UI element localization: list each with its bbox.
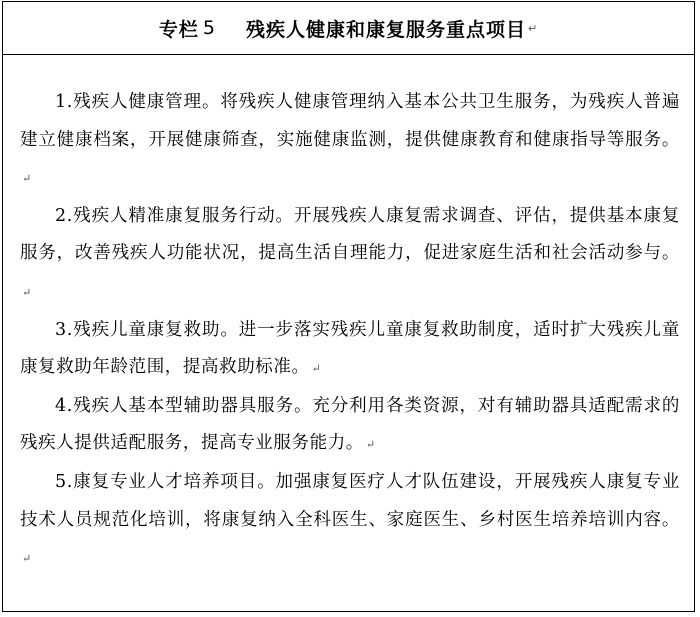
header-label: 专栏 bbox=[158, 18, 199, 41]
paragraph-mark-icon: ↵ bbox=[22, 552, 32, 566]
list-item bbox=[20, 388, 680, 464]
header-number: 5 bbox=[202, 17, 216, 39]
list-item-text: 5.康复专业人才培养项目。加强康复医疗人才队伍建设，开展残疾人康复专业技术人员规范化培训，将康复纳入全科医生、家庭医生、乡村医生培养培训内容。 bbox=[20, 471, 680, 530]
header-title: 残疾人健康和康复服务重点项目 bbox=[245, 18, 526, 41]
box-content bbox=[20, 84, 680, 578]
list-item-text: 3.残疾儿童康复救助。进一步落实残疾儿童康复救助制度，适时扩大残疾儿童康复救助年龄范围，提高救助标准。 bbox=[20, 319, 680, 378]
paragraph-mark-icon: ↵ bbox=[311, 362, 322, 376]
box-header bbox=[3, 2, 694, 55]
list-item-text: 1.残疾人健康管理。将残疾人健康管理纳入基本公共卫生服务，为残疾人普遍建立健康档案，开展健康筛查，实施健康监测，提供健康教育和健康指导等服务。 bbox=[20, 92, 680, 150]
list-item-text: 2.残疾人精准康复服务行动。开展残疾人康复需求调查、评估，提供基本康复服务，改善残疾人功能状况，提高生活自理能力，促进家庭生活和社会活动参与。 bbox=[20, 205, 680, 264]
paragraph-mark-icon: ↵ bbox=[22, 172, 32, 186]
paragraph-mark-icon: ↵ bbox=[527, 21, 539, 35]
paragraph-mark-icon: ↵ bbox=[22, 285, 32, 299]
list-item bbox=[20, 198, 680, 312]
list-item bbox=[20, 312, 680, 388]
paragraph-mark-icon: ↵ bbox=[365, 438, 376, 452]
list-item bbox=[20, 464, 680, 578]
feature-box bbox=[2, 1, 695, 612]
list-item bbox=[20, 84, 680, 198]
list-item-text: 4.残疾人基本型辅助器具服务。充分利用各类资源，对有辅助器具适配需求的残疾人提供适配服务，提高专业服务能力。 bbox=[20, 395, 680, 454]
